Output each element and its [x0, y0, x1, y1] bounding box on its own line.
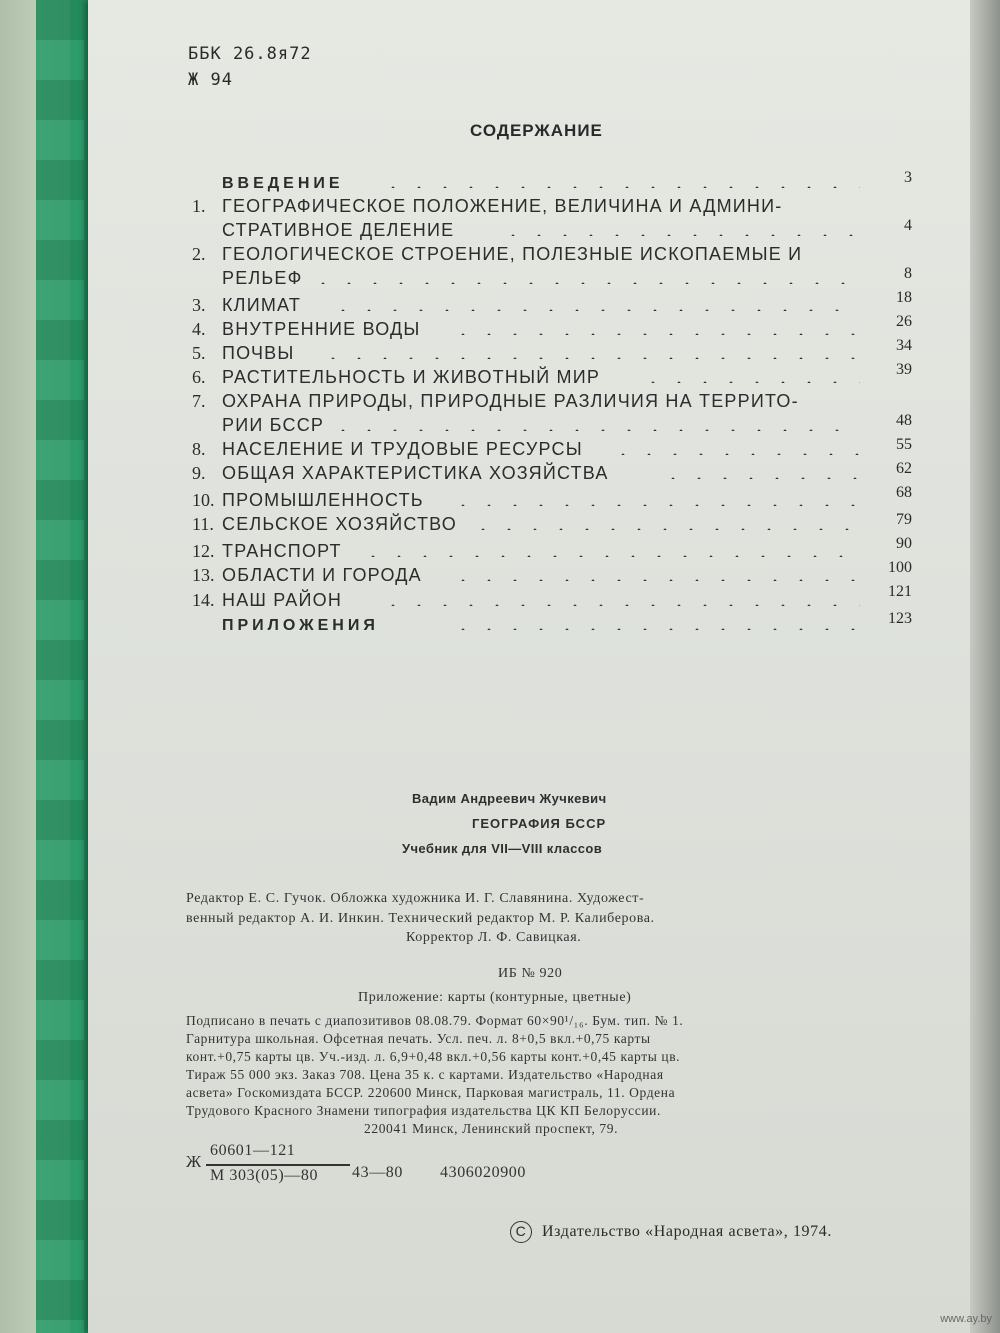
toc-item-title: ГЕОЛОГИЧЕСКОЕ СТРОЕНИЕ, ПОЛЕЗНЫЕ ИСКОПАЕМЫЕ И: [222, 244, 803, 264]
toc-leader-dots: [330, 309, 860, 311]
editors-line-3: Корректор Л. Ф. Савицкая.: [406, 930, 582, 945]
toc-item-title: НАШ РАЙОН: [222, 590, 343, 610]
author-name: Вадим Андреевич Жучкевич: [412, 791, 607, 806]
toc-leader-dots: [320, 357, 860, 359]
toc-item-number: 2.: [192, 244, 206, 264]
toc-leader-dots: [640, 381, 860, 383]
toc-page-number: 90: [896, 535, 912, 552]
print-line-1: Подписано в печать с диапозитивов 08.08.79. Формат 60×90¹/₁₆. Бум. тип. № 1.: [186, 1013, 684, 1028]
toc-item-number: 4.: [192, 319, 206, 339]
toc-item-title: НАСЕЛЕНИЕ И ТРУДОВЫЕ РЕСУРСЫ: [222, 439, 583, 459]
copyright-icon: C: [510, 1221, 532, 1243]
book-title: ГЕОГРАФИЯ БССР: [472, 816, 607, 831]
toc-item-title: ВНУТРЕННИЕ ВОДЫ: [222, 319, 421, 339]
toc-item: [192, 343, 294, 364]
toc-item: [192, 220, 454, 241]
toc-item: [192, 244, 802, 265]
book-subtitle: Учебник для VII—VIII классов: [402, 841, 603, 856]
toc-item-title: ПРИЛОЖЕНИЯ: [222, 617, 379, 634]
copyright-line: [510, 1221, 832, 1243]
toc-item: [192, 439, 583, 460]
toc-item-title: ВВЕДЕНИЕ: [222, 175, 344, 192]
toc-item-title: КЛИМАТ: [222, 295, 302, 315]
toc-item-number: 3.: [192, 295, 206, 315]
toc-item: [192, 590, 342, 611]
index-prefix: Ж: [186, 1152, 202, 1171]
toc-item-number: 11.: [192, 514, 214, 534]
toc-item-title: РАСТИТЕЛЬНОСТЬ И ЖИВОТНЫЙ МИР: [222, 367, 601, 387]
toc-leader-dots: [380, 604, 860, 606]
fraction-bar: [206, 1164, 350, 1166]
toc-item: [192, 295, 301, 316]
page-edge: [970, 0, 1000, 1333]
bbk-code: ББК 26.8я72: [188, 44, 312, 64]
toc-item-number: 13.: [192, 565, 215, 585]
toc-page-number: 121: [888, 583, 912, 600]
toc-page-number: 39: [896, 361, 912, 378]
toc-item: [192, 514, 457, 535]
toc-item-number: 8.: [192, 439, 206, 459]
toc-page-number: 18: [896, 289, 912, 306]
toc-leader-dots: [500, 234, 860, 236]
toc-leader-dots: [380, 186, 860, 188]
toc-item: [192, 367, 600, 388]
index-number: 4306020900: [440, 1164, 526, 1181]
toc-item: [192, 541, 342, 562]
toc-item-title: ПРОМЫШЛЕННОСТЬ: [222, 490, 424, 510]
toc-page-number: 8: [904, 265, 912, 282]
toc-item-title: ОХРАНА ПРИРОДЫ, ПРИРОДНЫЕ РАЗЛИЧИЯ НА ТЕРРИТО-: [222, 391, 799, 411]
toc-item-title: СТРАТИВНОЕ ДЕЛЕНИЕ: [222, 220, 455, 240]
toc-item: [192, 490, 424, 511]
toc-item-number: 6.: [192, 367, 206, 387]
toc-page-number: 68: [896, 484, 912, 501]
toc-title: СОДЕРЖАНИЕ: [470, 121, 603, 140]
toc-page-number: 34: [896, 337, 912, 354]
toc-leader-dots: [360, 555, 860, 557]
toc-item-number: 12.: [192, 541, 215, 561]
toc-leader-dots: [330, 429, 860, 431]
print-line-4: Тираж 55 000 экз. Заказ 708. Цена 35 к. с картами. Издательство «Народная: [186, 1067, 664, 1082]
toc-item: [192, 614, 379, 635]
toc-item-title: РЕЛЬЕФ: [222, 268, 303, 288]
toc-item: [192, 565, 422, 586]
toc-leader-dots: [310, 282, 860, 284]
toc-item-title: ТРАНСПОРТ: [222, 541, 342, 561]
toc-leader-dots: [660, 477, 860, 479]
toc-page-number: 55: [896, 436, 912, 453]
toc-leader-dots: [470, 528, 860, 530]
toc-item-title: СЕЛЬСКОЕ ХОЗЯЙСТВО: [222, 514, 457, 534]
toc-item-title: РИИ БССР: [222, 415, 325, 435]
print-line-5: асвета» Госкомиздата БССР. 220600 Минск, Парковая магистраль, 11. Ордена: [186, 1085, 676, 1100]
toc-item-number: 5.: [192, 343, 206, 363]
toc-item: [192, 463, 609, 484]
cover-stripe: [36, 0, 84, 1333]
print-line-6: Трудового Красного Знамени типография издательства ЦК КП Белоруссии.: [186, 1103, 661, 1118]
toc-item-title: ГЕОГРАФИЧЕСКОЕ ПОЛОЖЕНИЕ, ВЕЛИЧИНА И АДМИНИ-: [222, 196, 783, 216]
toc-item-number: 9.: [192, 463, 206, 483]
appendix-note: Приложение: карты (контурные, цветные): [358, 990, 632, 1005]
toc-item-title: ПОЧВЫ: [222, 343, 295, 363]
toc-item: [192, 268, 303, 289]
copyright-text: Издательство «Народная асвета», 1974.: [542, 1223, 832, 1240]
toc-item-number: 1.: [192, 196, 206, 216]
index-denominator: М 303(05)—80: [210, 1167, 319, 1184]
toc-page-number: 123: [888, 610, 912, 627]
index-suffix: 43—80: [352, 1164, 403, 1181]
author-code: Ж 94: [188, 70, 233, 90]
toc-page-number: 26: [896, 313, 912, 330]
toc-item-title: ОБЛАСТИ И ГОРОДА: [222, 565, 422, 585]
toc-page-number: 62: [896, 460, 912, 477]
editors-line-2: венный редактор А. И. Инкин. Технический редактор М. Р. Калиберова.: [186, 911, 655, 926]
print-line-7: 220041 Минск, Ленинский проспект, 79.: [364, 1121, 619, 1136]
editors-line-1: Редактор Е. С. Гучок. Обложка художника И. Г. Славянина. Художест-: [186, 891, 645, 906]
print-line-2: Гарнитура школьная. Офсетная печать. Усл. печ. л. 8+0,5 вкл.+0,75 карты: [186, 1031, 651, 1046]
toc-leader-dots: [610, 453, 860, 455]
toc-item: [192, 391, 799, 412]
toc-item-number: 14.: [192, 590, 215, 610]
toc-item: [192, 415, 324, 436]
toc-item: [192, 319, 421, 340]
watermark: www.ay.by: [940, 1313, 992, 1325]
print-line-3: конт.+0,75 карты цв. Уч.-изд. л. 6,9+0,48 вкл.+0,56 карты конт.+0,45 карты цв.: [186, 1049, 681, 1064]
index-numerator: 60601—121: [210, 1142, 296, 1159]
toc-item-number: 10.: [192, 490, 215, 510]
toc-page-number: 4: [904, 217, 912, 234]
toc-item: [192, 196, 782, 217]
toc-leader-dots: [450, 504, 860, 506]
ib-number: ИБ № 920: [498, 966, 563, 981]
toc-page-number: 100: [888, 559, 912, 576]
toc-page-number: 79: [896, 511, 912, 528]
toc-page-number: 48: [896, 412, 912, 429]
toc-page-number: 3: [904, 169, 912, 186]
toc-leader-dots: [450, 333, 860, 335]
toc-leader-dots: [450, 628, 860, 630]
toc-item-title: ОБЩАЯ ХАРАКТЕРИСТИКА ХОЗЯЙСТВА: [222, 463, 609, 483]
toc-leader-dots: [450, 579, 860, 581]
toc-item: [192, 172, 344, 193]
toc-item-number: 7.: [192, 391, 206, 411]
